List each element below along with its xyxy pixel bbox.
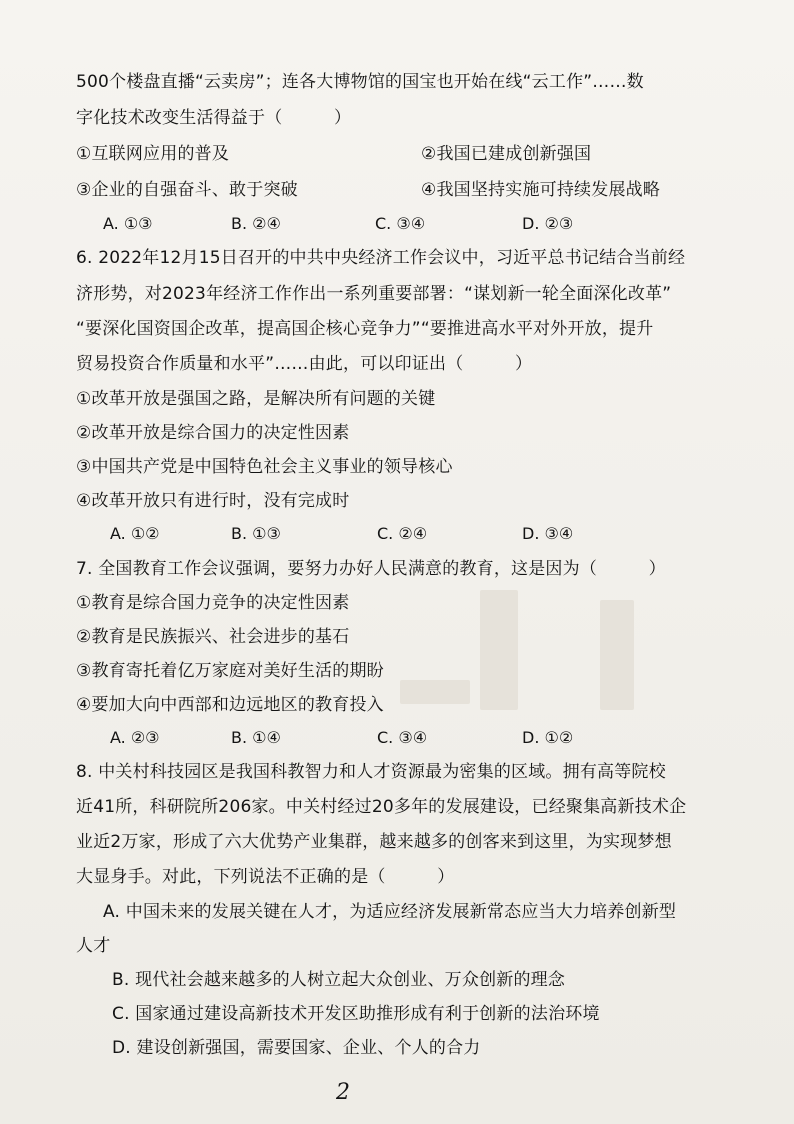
q6-option-a: A. ①② <box>110 524 160 543</box>
bleed-through-mark <box>400 680 470 704</box>
q8-stem-line-3: 业近2万家，形成了六大优势产业集群，越来越多的创客来到这里，为实现梦想 <box>76 832 672 852</box>
q6-statement-4: ④改革开放只有进行时，没有完成时 <box>76 491 350 511</box>
q5-statement-3: ③企业的自强奋斗、敢于突破 <box>76 180 298 200</box>
q5-option-b: B. ②④ <box>231 214 281 233</box>
q5-statement-4: ④我国坚持实施可持续发展战略 <box>421 180 661 200</box>
q7-option-c: C. ③④ <box>377 728 428 747</box>
bleed-through-mark <box>600 600 634 710</box>
q8-option-a-continued: 人才 <box>76 936 111 956</box>
q6-option-c: C. ②④ <box>377 524 428 543</box>
q6-statement-1: ①改革开放是强国之路，是解决所有问题的关键 <box>76 389 436 409</box>
q7-statement-1: ①教育是综合国力竞争的决定性因素 <box>76 593 350 613</box>
q5-stem-line-2: 字化技术改变生活得益于（ ） <box>76 108 352 128</box>
q7-option-d: D. ①② <box>522 728 574 747</box>
q7-statement-2: ②教育是民族振兴、社会进步的基石 <box>76 627 350 647</box>
q8-option-b: B. 现代社会越来越多的人树立起大众创业、万众创新的理念 <box>112 970 566 990</box>
bleed-through-mark <box>480 590 518 710</box>
q7-stem-line-1: 7. 全国教育工作会议强调，要努力办好人民满意的教育，这是因为（ ） <box>76 559 666 579</box>
q6-stem-line-3: “要深化国资国企改革，提高国企核心竞争力”“要推进高水平对外开放，提升 <box>76 319 654 339</box>
q5-option-d: D. ②③ <box>522 214 574 233</box>
q6-statement-3: ③中国共产党是中国特色社会主义事业的领导核心 <box>76 457 453 477</box>
q6-stem-line-2: 济形势，对2023年经济工作作出一系列重要部署：“谋划新一轮全面深化改革” <box>76 284 672 304</box>
q6-statement-2: ②改革开放是综合国力的决定性因素 <box>76 423 350 443</box>
q8-stem-line-2: 近41所，科研院所206家。中关村经过20多年的发展建设，已经聚集高新技术企 <box>76 797 687 817</box>
q5-statement-2: ②我国已建成创新强国 <box>421 144 592 164</box>
q8-stem-line-4: 大显身手。对此，下列说法不正确的是（ ） <box>76 867 455 887</box>
q5-option-a: A. ①③ <box>103 214 153 233</box>
q5-stem-line-1: 500个楼盘直播“云卖房”；连各大博物馆的国宝也开始在线“云工作”……数 <box>76 72 644 92</box>
q6-option-b: B. ①③ <box>231 524 281 543</box>
q7-statement-4: ④要加大向中西部和边远地区的教育投入 <box>76 695 384 715</box>
q7-option-a: A. ②③ <box>110 728 160 747</box>
q5-statement-1: ①互联网应用的普及 <box>76 144 230 164</box>
q6-option-d: D. ③④ <box>522 524 574 543</box>
q6-stem-line-4: 贸易投资合作质量和水平”……由此，可以印证出（ ） <box>76 354 533 374</box>
q5-option-c: C. ③④ <box>375 214 426 233</box>
q8-option-c: C. 国家通过建设高新技术开发区助推形成有利于创新的法治环境 <box>112 1004 600 1024</box>
q8-stem-line-1: 8. 中关村科技园区是我国科教智力和人才资源最为密集的区域。拥有高等院校 <box>76 762 666 782</box>
q7-option-b: B. ①④ <box>231 728 281 747</box>
q7-statement-3: ③教育寄托着亿万家庭对美好生活的期盼 <box>76 661 384 681</box>
q8-option-d: D. 建设创新强国，需要国家、企业、个人的合力 <box>112 1038 481 1058</box>
page-number: 2 <box>336 1080 350 1105</box>
q6-stem-line-1: 6. 2022年12月15日召开的中共中央经济工作会议中，习近平总书记结合当前经 <box>76 248 686 268</box>
q8-option-a: A. 中国未来的发展关键在人才，为适应经济发展新常态应当大力培养创新型 <box>103 902 677 922</box>
